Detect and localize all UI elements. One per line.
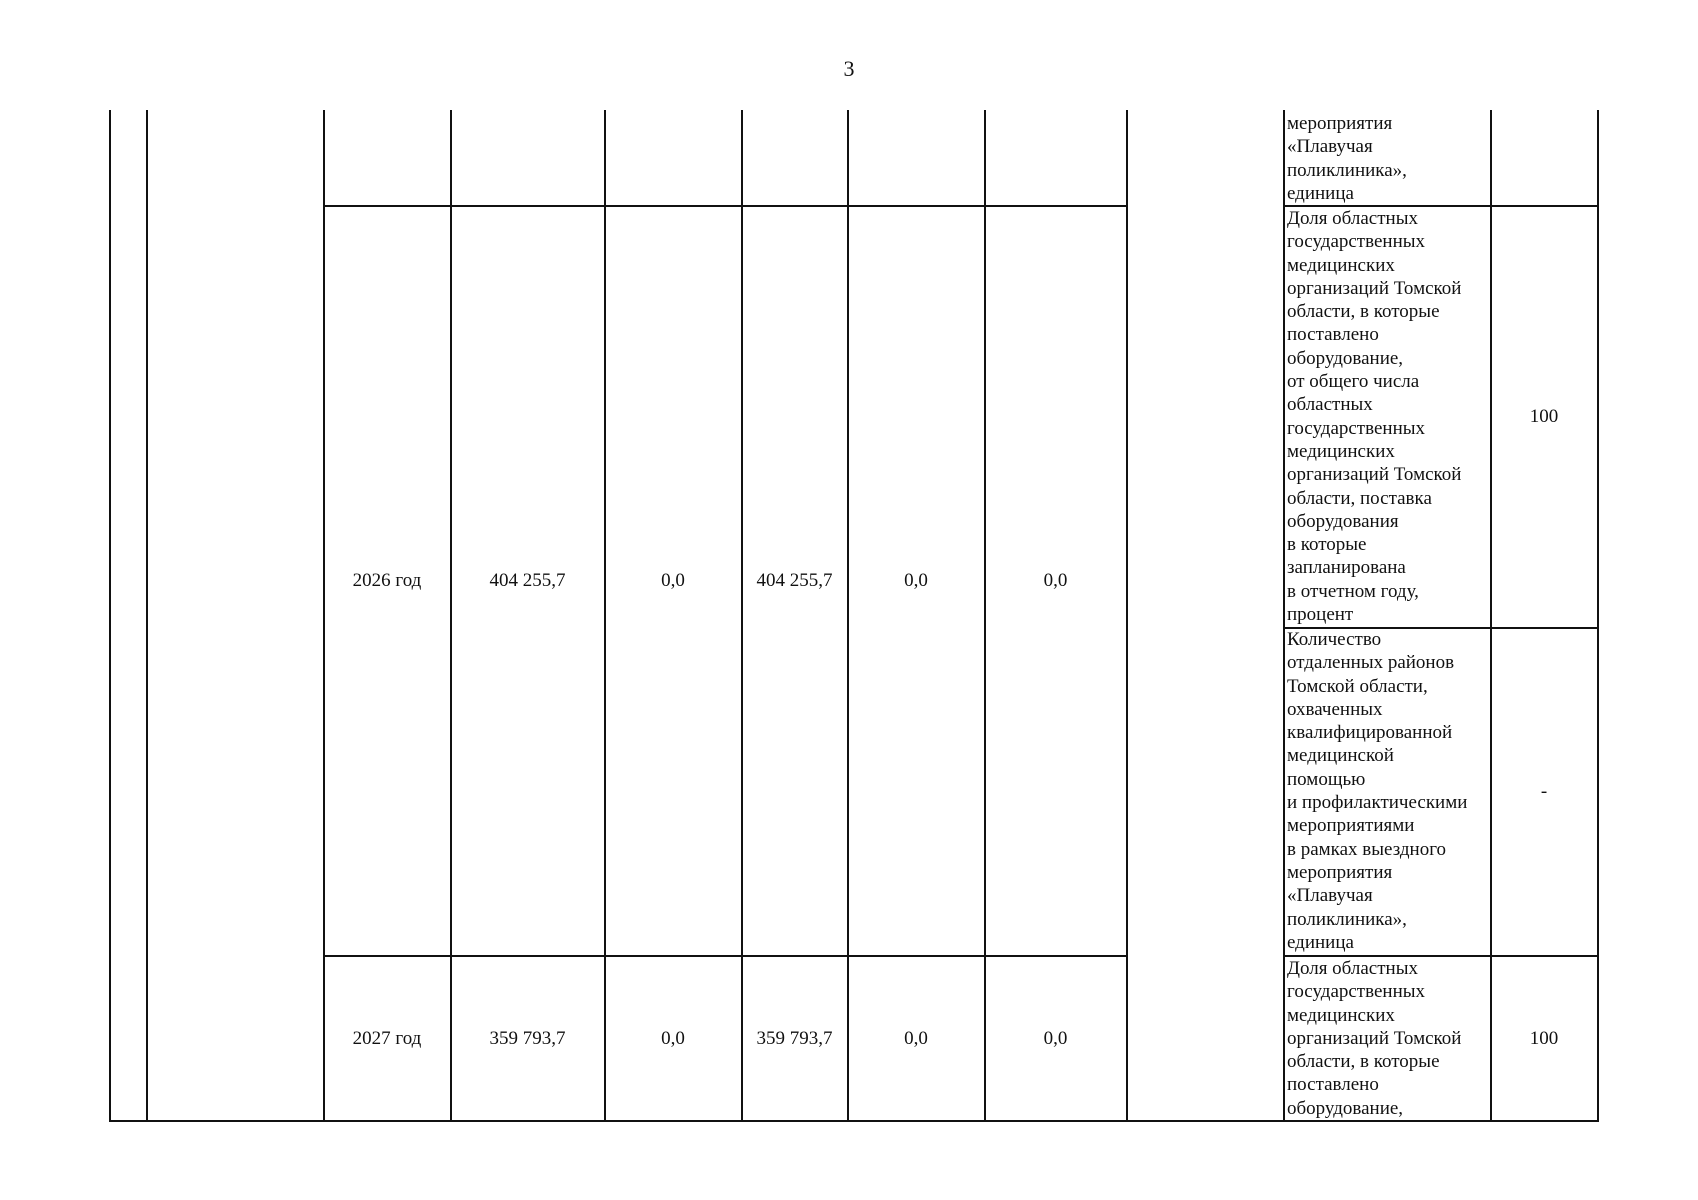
total-cell: 359 793,7 [489,1027,566,1049]
page-number: 3 [843,56,855,81]
local-cell: 0,0 [904,1027,928,1049]
total-cell: 404 255,7 [489,570,566,591]
federal-cell: 0,0 [661,1027,685,1049]
local-cell: 0,0 [904,570,928,591]
regional-cell: 359 793,7 [756,1027,833,1049]
grid-line [1597,110,1599,1122]
grid-line [1126,110,1128,1122]
grid-line [1283,110,1285,1122]
indicator-value: 100 [1529,405,1559,427]
indicator-text: Количество отдаленных районов Томской области, охваченных квалифицированной медицинской помощью и профилактическими мероприятиями в рамках выездного мероприятия «Плавучая поликлиника», единица [1287,629,1468,953]
year-cell: 2027 год [352,1027,422,1049]
other-cell: 0,0 [1043,1027,1068,1049]
indicator-text: Доля областных государственных медицинских организаций Томской области, в которые поставлено оборудование, от общего числа областных государственных медицинских организаций Томской области, поставка оборудования в которые запланирована в отчетном году, процент [1287,208,1462,626]
grid-line [109,1120,1598,1122]
regional-cell: 404 255,7 [756,570,833,591]
other-cell: 0,0 [1043,570,1068,591]
grid-line [146,110,148,1122]
indicator-text: Доля областных государственных медицинских организаций Томской области, в которые поставлено оборудование, [1287,958,1462,1119]
grid-line [109,110,111,1122]
federal-cell: 0,0 [661,570,685,591]
indicator-value [1491,110,1597,205]
indicator-value: 100 [1529,1027,1559,1049]
year-cell: 2026 год [352,570,422,591]
indicator-value: - [1540,781,1548,802]
indicator-text: мероприятия «Плавучая поликлиника», единица [1287,113,1407,204]
